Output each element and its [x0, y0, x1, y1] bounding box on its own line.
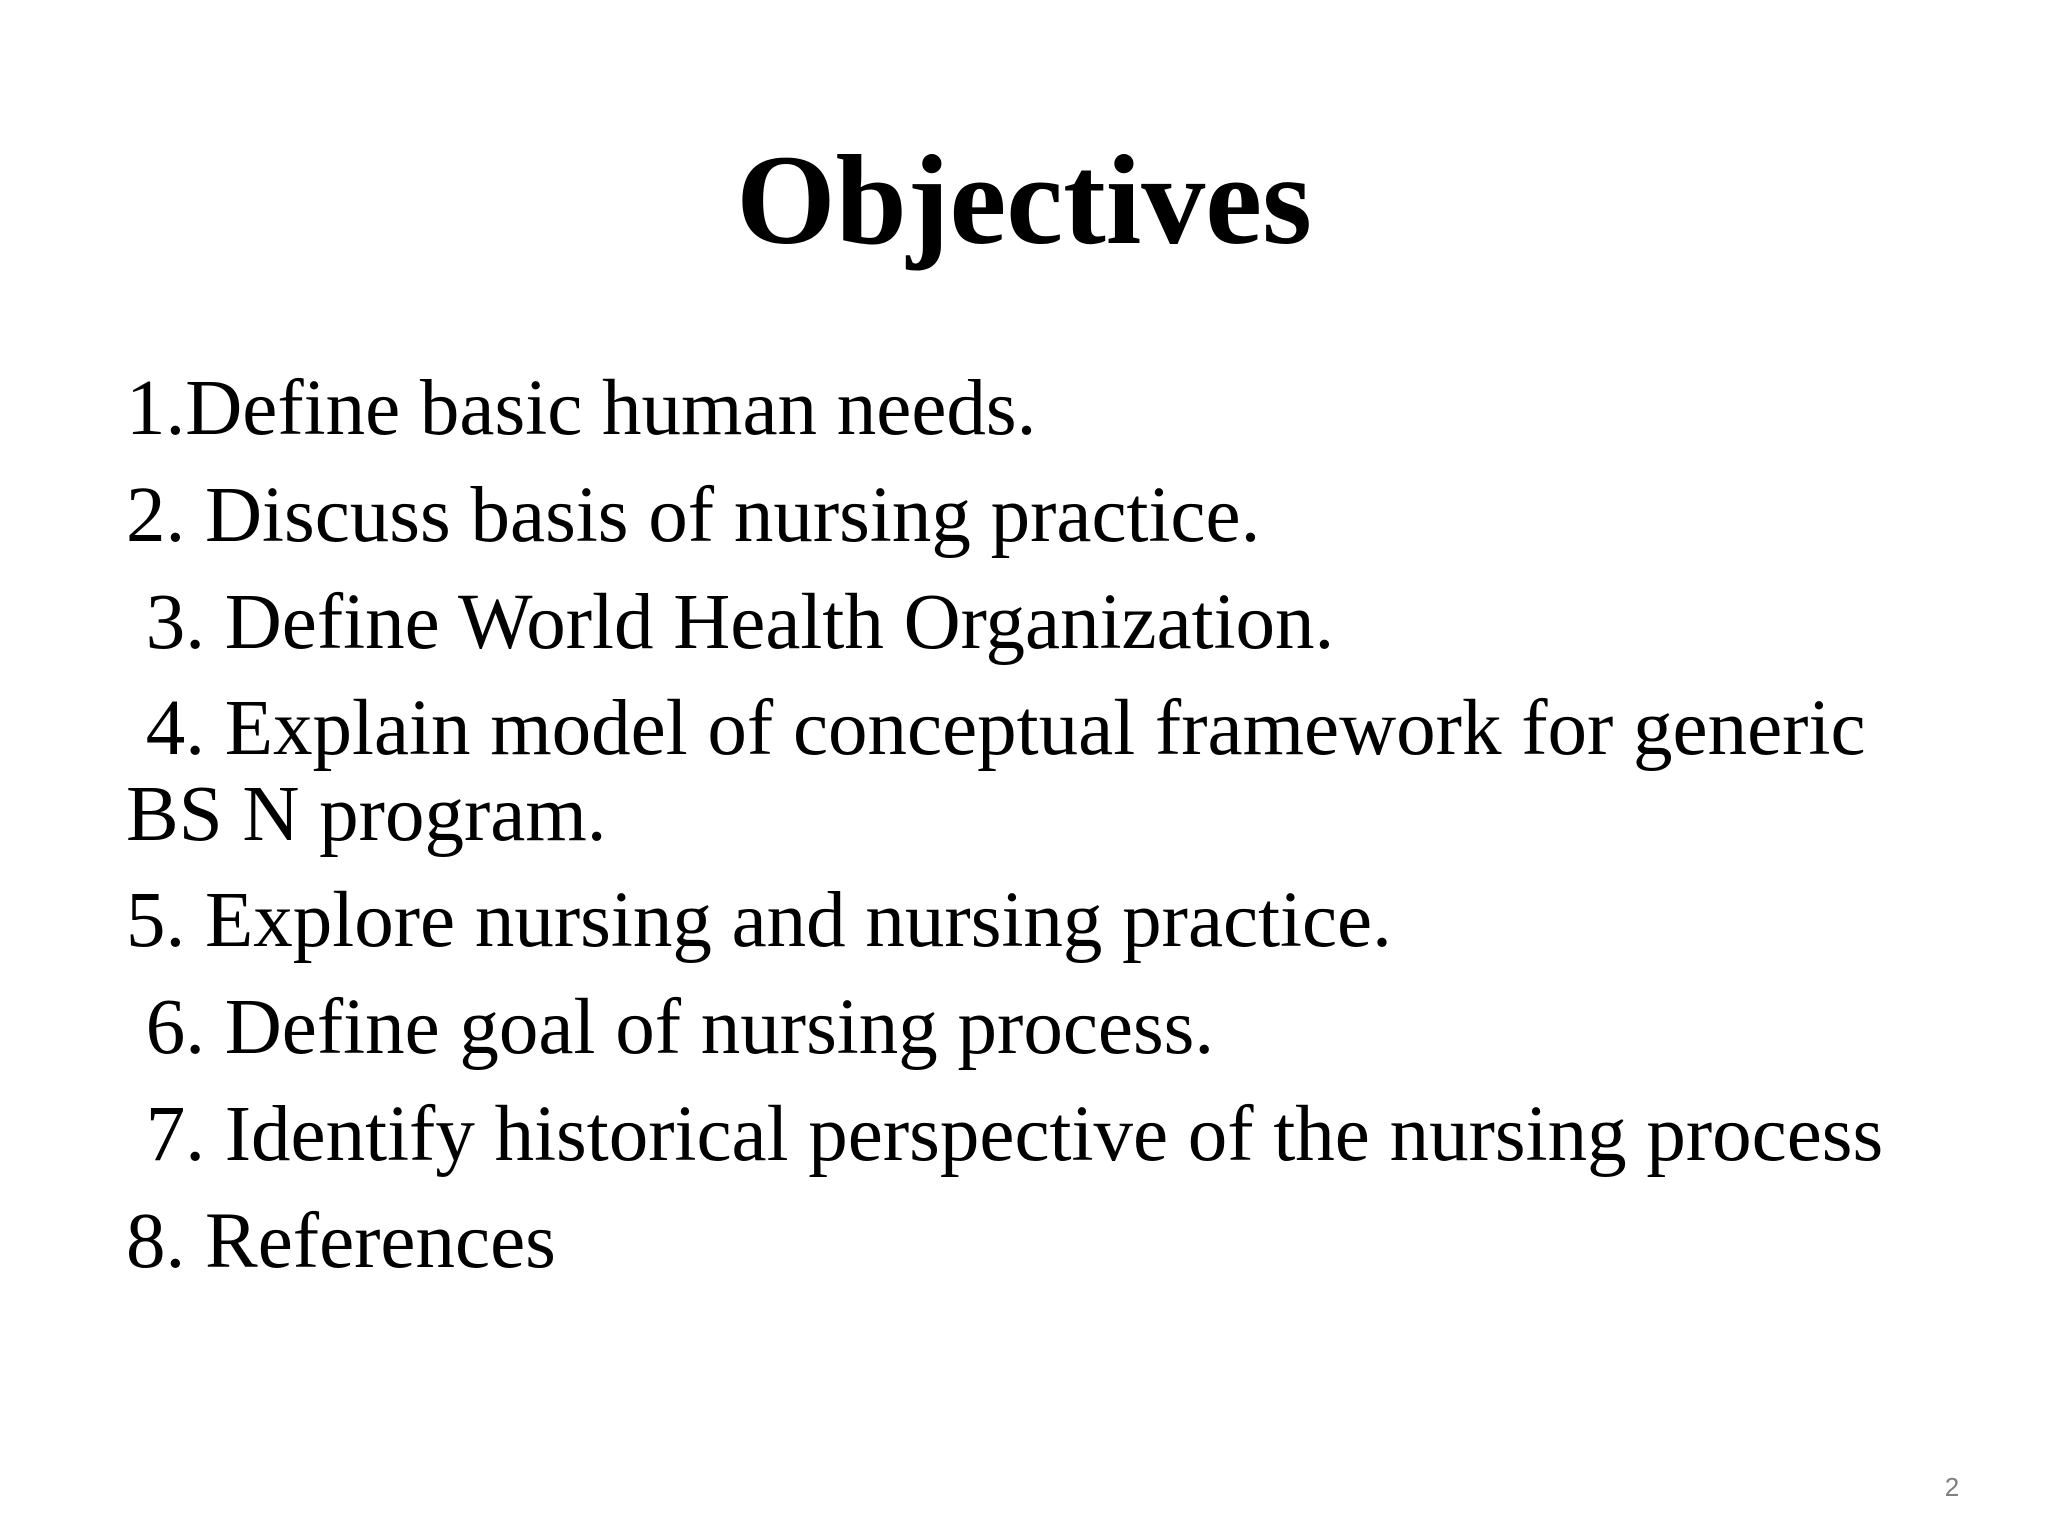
objective-item-1: 1.Define basic human needs.: [126, 365, 1037, 452]
objective-item-8: 8. References: [126, 1198, 556, 1285]
page-number: 2: [1944, 1472, 1960, 1502]
objectives-list: [126, 365, 1926, 1305]
objective-item-2: 2. Discuss basis of nursing practice.: [126, 472, 1261, 559]
objective-item-5: 5. Explore nursing and nursing practice.: [126, 877, 1392, 964]
objective-item-3: 3. Define World Health Organization.: [126, 579, 1335, 666]
objective-item-6: 6. Define goal of nursing process.: [126, 984, 1215, 1071]
objective-item-4: 4. Explain model of conceptual framework for generic BS N program.: [126, 685, 1866, 858]
slide-title: Objectives: [736, 129, 1312, 271]
objective-item-7: 7. Identify historical perspective of the nursing process: [126, 1091, 1884, 1178]
